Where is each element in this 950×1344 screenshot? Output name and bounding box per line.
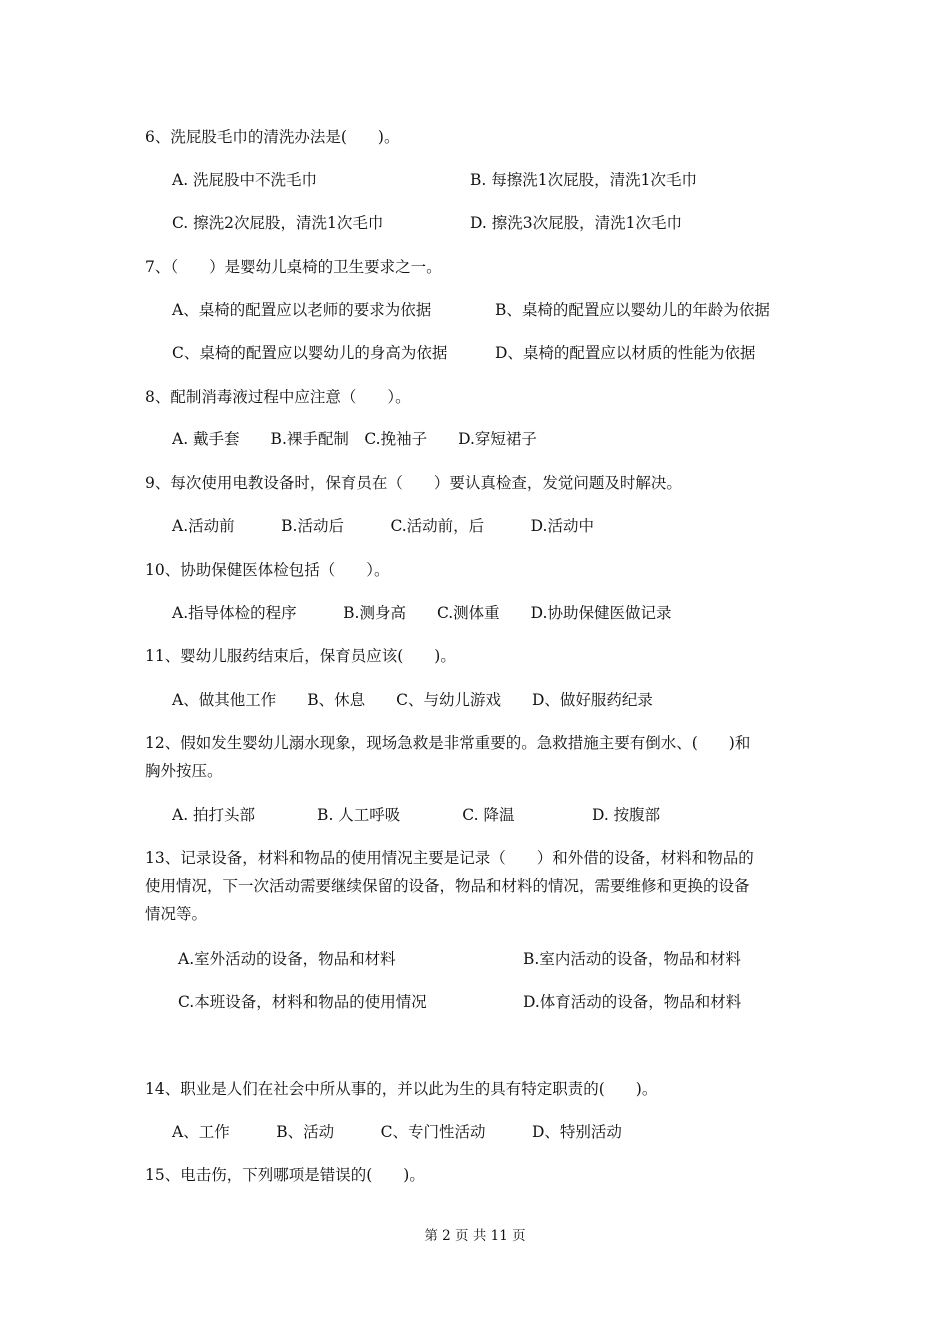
question-6-stem: 6、洗屁股毛巾的清洗办法是( )。	[145, 128, 400, 146]
question-10-stem: 10、协助保健医体检包括（ ）。	[145, 561, 390, 579]
question-7-option-d: D、桌椅的配置应以材质的性能为依据	[495, 344, 756, 362]
question-6-option-d: D. 擦洗3次屁股，清洗1次毛巾	[470, 214, 682, 232]
question-13-option-b: B.室内活动的设备，物品和材料	[523, 950, 741, 968]
question-8-options: A. 戴手套 B.裸手配制 C.挽袖子 D.穿短裙子	[172, 430, 537, 448]
question-7-stem: 7、（ ）是婴幼儿桌椅的卫生要求之一。	[145, 258, 442, 276]
question-15-stem: 15、电击伤，下列哪项是错误的( )。	[145, 1166, 425, 1184]
question-13-option-a: A.室外活动的设备，物品和材料	[178, 950, 396, 968]
question-10-options: A.指导体检的程序 B.测身高 C.测体重 D.协助保健医做记录	[172, 604, 672, 622]
question-11-stem: 11、婴幼儿服药结束后，保育员应该( )。	[145, 647, 456, 665]
question-11-options: A、做其他工作 B、休息 C、与幼儿游戏 D、做好服药纪录	[172, 691, 653, 709]
question-13-stem-line-2: 使用情况，下一次活动需要继续保留的设备，物品和材料的情况，需要维修和更换的设备	[145, 877, 750, 895]
question-7-option-c: C、桌椅的配置应以婴幼儿的身高为依据	[172, 344, 448, 362]
question-9-stem: 9、每次使用电教设备时，保育员在（ ）要认真检查，发觉问题及时解决。	[145, 474, 682, 492]
question-14-options: A、工作 B、活动 C、专门性活动 D、特别活动	[172, 1123, 622, 1141]
question-13-stem-line-1: 13、记录设备，材料和物品的使用情况主要是记录（ ）和外借的设备，材料和物品的	[145, 849, 754, 867]
question-12-stem-line-1: 12、假如发生婴幼儿溺水现象，现场急救是非常重要的。急救措施主要有倒水、( )和	[145, 734, 751, 752]
question-6-option-c: C. 擦洗2次屁股，清洗1次毛巾	[172, 214, 384, 232]
question-14-stem: 14、职业是人们在社会中所从事的，并以此为生的具有特定职责的( )。	[145, 1080, 658, 1098]
page-number-footer: 第 2 页 共 11 页	[424, 1228, 526, 1244]
question-8-stem: 8、配制消毒液过程中应注意（ ）。	[145, 388, 411, 406]
question-7-option-a: A、桌椅的配置应以老师的要求为依据	[172, 301, 432, 319]
question-13-stem-line-3: 情况等。	[145, 905, 208, 923]
question-6-option-a: A. 洗屁股中不洗毛巾	[172, 171, 318, 189]
question-12-stem-line-2: 胸外按压。	[145, 762, 223, 780]
question-12-options: A. 拍打头部 B. 人工呼吸 C. 降温 D. 按腹部	[172, 806, 661, 824]
question-7-option-b: B、桌椅的配置应以婴幼儿的年龄为依据	[495, 301, 770, 319]
question-6-option-b: B. 每擦洗1次屁股，清洗1次毛巾	[470, 171, 697, 189]
question-13-option-c: C.本班设备，材料和物品的使用情况	[178, 993, 427, 1011]
question-13-option-d: D.体育活动的设备，物品和材料	[523, 993, 742, 1011]
question-9-options: A.活动前 B.活动后 C.活动前，后 D.活动中	[172, 517, 594, 535]
